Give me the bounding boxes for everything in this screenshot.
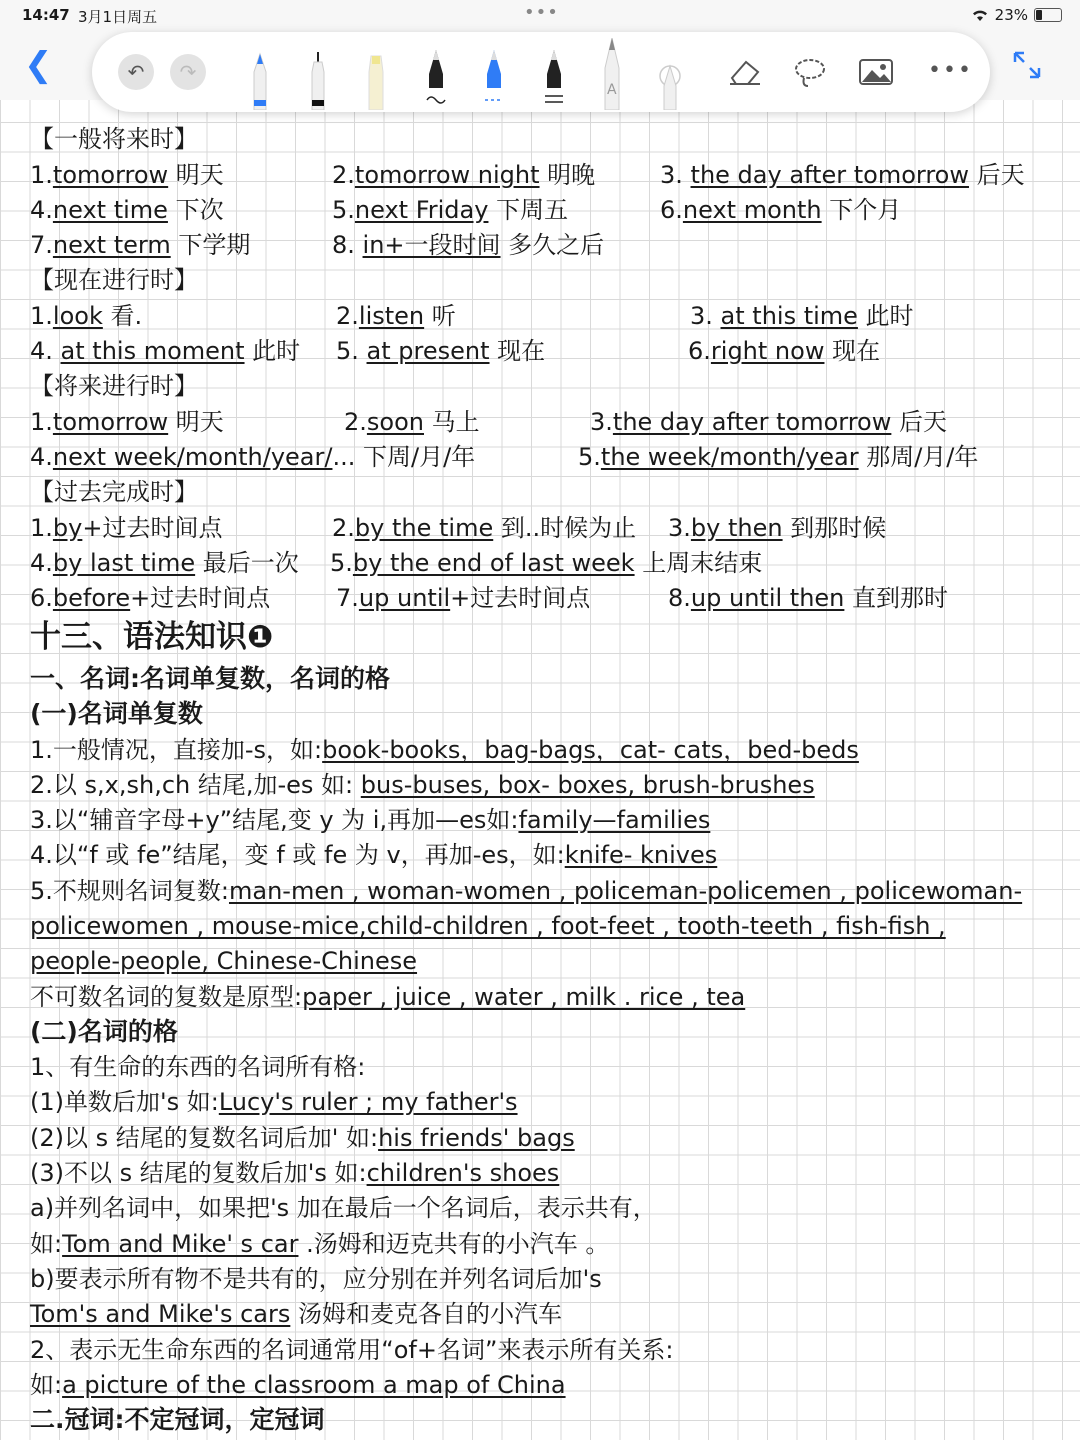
line-pen-icon[interactable] — [542, 38, 566, 110]
text-line: 5.不规则名词复数:man-men , woman-women , policeman-policemen , policewoman- — [30, 877, 1023, 905]
eraser-icon[interactable] — [726, 56, 764, 88]
text-line: (2)以 s 结尾的复数名词后加' 如:his friends' bags — [30, 1124, 575, 1152]
list-item: 5. at present 现在 — [336, 337, 546, 365]
list-item: 6.next month 下个月 — [660, 196, 902, 224]
list-item: 2.listen 听 — [336, 302, 456, 330]
text-line: b)要表示所有物不是共有的，应分别在并列名词后加's — [30, 1265, 602, 1293]
back-icon[interactable]: ❮ — [24, 45, 53, 85]
text-line: policewomen , mouse-mice,child-children , foot-feet , tooth-teeth , fish-fish , — [30, 912, 946, 940]
dash-pen-icon[interactable] — [482, 38, 506, 110]
list-item: 2.tomorrow night 明晚 — [332, 161, 596, 189]
subsection-plural: (一)名词单复数 — [30, 699, 203, 728]
image-icon[interactable] — [858, 56, 894, 88]
text-line: 2.以 s,x,sh,ch 结尾,加-es 如: bus-buses, box- boxes, brush-brushes — [30, 771, 815, 799]
list-item: 8.up until then 直到那时 — [668, 584, 949, 612]
list-item: 3. the day after tomorrow 后天 — [660, 161, 1025, 189]
text-line: 2、表示无生命东西的名词通常用“of+名词”来表示所有关系: — [30, 1336, 674, 1364]
more-icon[interactable]: ••• — [928, 58, 973, 83]
text-line: (1)单数后加's 如:Lucy's ruler ; my father's — [30, 1088, 518, 1116]
text-line: 如:Tom and Mike' s car .汤姆和迈克共有的小汽车 。 — [30, 1230, 610, 1258]
list-item: 6.before+过去时间点 — [30, 584, 271, 612]
text-line: 4.以“f 或 fe”结尾，变 f 或 fe 为 v，再加-es，如:knife- knives — [30, 841, 718, 869]
section-future-continuous: 【将来进行时】 — [30, 372, 198, 400]
section-articles: 二.冠词:不定冠词，定冠词 — [30, 1405, 325, 1434]
text-line: a)并列名词中，如果把's 加在最后一个名词后，表示共有， — [30, 1194, 657, 1222]
redo-icon[interactable]: ↷ — [170, 54, 206, 90]
text-line: 1、有生命的东西的名词所有格: — [30, 1053, 366, 1081]
section-present-continuous: 【现在进行时】 — [30, 266, 198, 294]
chapter-title: 十三、语法知识❶ — [30, 619, 274, 655]
list-item: 3. at this time 此时 — [690, 302, 914, 330]
list-item: 2.by the time 到..时候为止 — [332, 514, 637, 542]
text-line: people-people, Chinese-Chinese — [30, 947, 418, 975]
text-line: 3.以“辅音字母+y”结尾,变 y 为 i,再加—es如:family—families — [30, 806, 711, 834]
battery-icon — [1034, 8, 1062, 22]
list-item: 1.tomorrow 明天 — [30, 161, 224, 189]
wave-pen-icon[interactable] — [424, 38, 448, 110]
section-past-perfect: 【过去完成时】 — [30, 478, 198, 506]
wifi-icon — [971, 8, 989, 22]
drawing-toolbar — [92, 32, 990, 112]
status-time: 14:47 — [22, 6, 70, 24]
text-line: (3)不以 s 结尾的复数后加's 如:children's shoes — [30, 1159, 560, 1187]
highlighter-icon[interactable] — [364, 38, 388, 110]
lasso-icon[interactable] — [792, 56, 828, 88]
section-nouns: 一、名词:名词单复数，名词的格 — [30, 664, 390, 693]
list-item: 4. at this moment 此时 — [30, 337, 301, 365]
text-pen-icon[interactable] — [600, 38, 624, 110]
list-item: 1.tomorrow 明天 — [30, 408, 224, 436]
list-item: 7.up until+过去时间点 — [336, 584, 591, 612]
status-date: 3月1日周五 — [78, 8, 158, 26]
subsection-possessive: (二)名词的格 — [30, 1017, 178, 1046]
list-item: 1.by+过去时间点 — [30, 514, 223, 542]
list-item: 7.next term 下学期 — [30, 231, 251, 259]
list-item: 4.next time 下次 — [30, 196, 224, 224]
list-item: 5.by the end of last week 上周末结束 — [330, 549, 763, 577]
status-bar — [0, 0, 1080, 30]
expand-icon[interactable] — [1012, 50, 1042, 80]
text-line: 如:a picture of the classroom a map of China — [30, 1371, 566, 1399]
text-line: 不可数名词的复数是原型:paper , juice , water , milk . rice , tea — [30, 983, 746, 1011]
status-right — [971, 6, 1062, 24]
black-pen-icon[interactable] — [306, 38, 330, 110]
blue-pen-icon[interactable] — [248, 38, 272, 110]
section-simple-future: 【一般将来时】 — [30, 125, 198, 153]
laser-pointer-icon[interactable] — [658, 38, 682, 110]
text-line: 1.一般情况，直接加-s，如:book-books，bag-bags，cat- cats，bed-beds — [30, 736, 859, 764]
list-item: 6.right now 现在 — [688, 337, 881, 365]
battery-percent: 23% — [994, 6, 1028, 24]
svg-text:A: A — [607, 82, 617, 98]
list-item: 3.by then 到那时候 — [668, 514, 887, 542]
list-item: 4.by last time 最后一次 — [30, 549, 299, 577]
undo-icon[interactable]: ↶ — [118, 54, 154, 90]
list-item: 2.soon 马上 — [344, 408, 480, 436]
list-item: 1.look 看. — [30, 302, 143, 330]
text-line: Tom's and Mike's cars 汤姆和麦克各自的小汽车 — [30, 1300, 562, 1328]
list-item: 8. in+一段时间 多久之后 — [332, 231, 605, 259]
list-item: 5.next Friday 下周五 — [332, 196, 569, 224]
list-item: 3.the day after tomorrow 后天 — [590, 408, 947, 436]
list-item: 4.next week/month/year/... 下周/月/年 — [30, 443, 476, 471]
multitasking-dots-icon[interactable]: ••• — [524, 2, 559, 23]
list-item: 5.the week/month/year 那周/月/年 — [578, 443, 979, 471]
